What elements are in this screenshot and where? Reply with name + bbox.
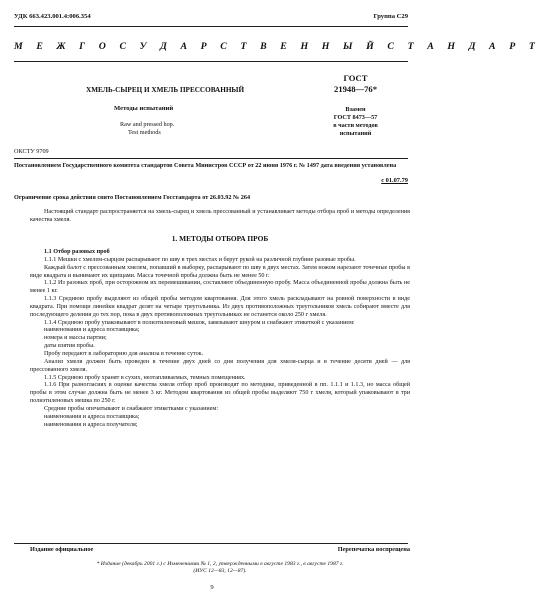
list-item: наименования и адреса поставщика; xyxy=(44,327,140,334)
intro-paragraph xyxy=(30,209,410,225)
page-number: 9 xyxy=(210,584,214,591)
list-item: даты взятия пробы. xyxy=(44,343,95,350)
decree-text: Постановлением Государственного комитета стандартов Совета Министров СССР от 22 июня 1976 г. № 1497 дата введения установлена xyxy=(14,162,397,169)
interstate-standard-banner: М Е Ж Г О С У Д А Р С Т В Е Н Н Ы Й С Т А Н Д А Р Т xyxy=(14,41,540,52)
english-title-line1: Raw and pressed hop. xyxy=(120,121,175,128)
list-item: наименования и адреса получателя; xyxy=(44,421,138,428)
limitation-note: Ограничение срока действия снято Постановлением Госстандарта от 26.03.92 № 264 xyxy=(14,194,251,201)
replaces-value: ГОСТ 8473—57 xyxy=(333,114,378,121)
document-title: ХМЕЛЬ-СЫРЕЦ И ХМЕЛЬ ПРЕССОВАННЫЙ xyxy=(86,86,245,94)
banner-rule xyxy=(14,61,408,62)
list-item: наименования и адреса поставщика; xyxy=(44,413,140,420)
footer-rule xyxy=(14,543,408,544)
gost-number: 21948—76* xyxy=(334,84,377,94)
paragraph: 1.1.3 Среднюю пробу выделяют из общей пробы методом квартования. Для этого хмель раскладывают на ровной поверхности в виде квадрата. При помощи линейки квадрат делят на четыре треугольника. Из двух противоположных треугольников хмель собирают вместе для последующего деления до тех пор, пока в двух противоположных треугольниках не останется около 250 г хмеля. xyxy=(30,296,410,318)
okstu-code: ОКСТУ 9709 xyxy=(14,148,49,155)
group-code: Группа С29 xyxy=(373,13,408,20)
gost-label: ГОСТ xyxy=(343,73,368,83)
replaces-note-1: в части методов xyxy=(333,122,378,129)
paragraph: Анализ хмеля должен быть проведен в течение двух дней со дня получения для хмеля-сырца и в течение десяти дней — для прессованного хмеля. xyxy=(30,358,410,373)
body-text xyxy=(30,249,410,429)
paragraph: Каждый балот с прессованным хмелем, попавший в выборку, распарывают по шву в двух местах. Затем ножом нарезают точечные пробы в виде квадрата и вынимают их щипцами. Масса точечной пробы должна быть не менее 50 г. xyxy=(30,264,410,279)
document-subtitle: Методы испытаний xyxy=(114,105,174,112)
intro-text: Настоящий стандарт распространяется на хмель-сырец и хмель прессованный и устанавливает методы отбора проб и методы определения качества хмеля. xyxy=(30,209,410,223)
footnote-line-1: * Издание (декабрь 2001 г.) с Изменениями № 1, 2, утвержденными в августе 1983 г., в августе 1987 г. xyxy=(96,561,344,567)
decree-date: с 01.07.79 xyxy=(381,177,408,184)
reprint-prohibited-label: Перепечатка воспрещена xyxy=(337,546,410,553)
paragraph: 1.1.1 Мешки с хмелем-сырцом распарывают по шву в трех местах и берут рукой на различной глубине разовые пробы. xyxy=(44,256,356,263)
title-rule xyxy=(14,158,408,159)
list-item: номера и массы партии; xyxy=(44,335,107,342)
paragraph: 1.1.6 При разногласиях в оценке качества хмеля отбор проб производят по методике, приведенной в пп. 1.1.1 и 1.1.3, но масса общей пробы в этом случае должна быть не менее 3 кг. Методом квартования из общей пробы выделяют 750 г хмеля, который упаковывают в три полиэтиленовых мешка по 250 г. xyxy=(30,382,410,405)
replaces-label: Взамен xyxy=(345,106,366,113)
paragraph: Средние пробы опечатывают и снабжают этикетками с указанием: xyxy=(44,405,219,412)
official-edition-label: Издание официальное xyxy=(30,546,94,553)
footer-row xyxy=(30,546,410,553)
english-title-line2: Test methods xyxy=(128,129,161,136)
paragraph: 1.1.5 Среднюю пробу хранят в сухих, неотапливаемых, темных помещениях. xyxy=(44,374,246,381)
section-title: 1. МЕТОДЫ ОТБОРА ПРОБ xyxy=(171,234,269,243)
udk-code: УДК 663.423.001.4:006.354 xyxy=(14,13,91,20)
replaces-note-2: испытаний xyxy=(339,130,372,137)
paragraph: 1.1.2 Из разовых проб, при осторожном их перемешивании, составляют объединенную пробу. Масса объединенной пробы должна быть не менее 1 кг. xyxy=(30,280,410,295)
header-rule xyxy=(14,26,408,27)
footnote-line-2: (ИУС 12—83, 12—87). xyxy=(193,568,247,575)
paragraph: 1.1.4 Среднюю пробу упаковывают в полиэтиленовый мешок, завязывают шнуром и снабжают этикеткой с указанием: xyxy=(44,319,355,326)
paragraph: Пробу передают в лабораторию для анализа в течение суток. xyxy=(44,350,204,357)
edition-footnote xyxy=(30,561,410,575)
subsection-heading: 1.1 Отбор разовых проб xyxy=(44,249,110,255)
